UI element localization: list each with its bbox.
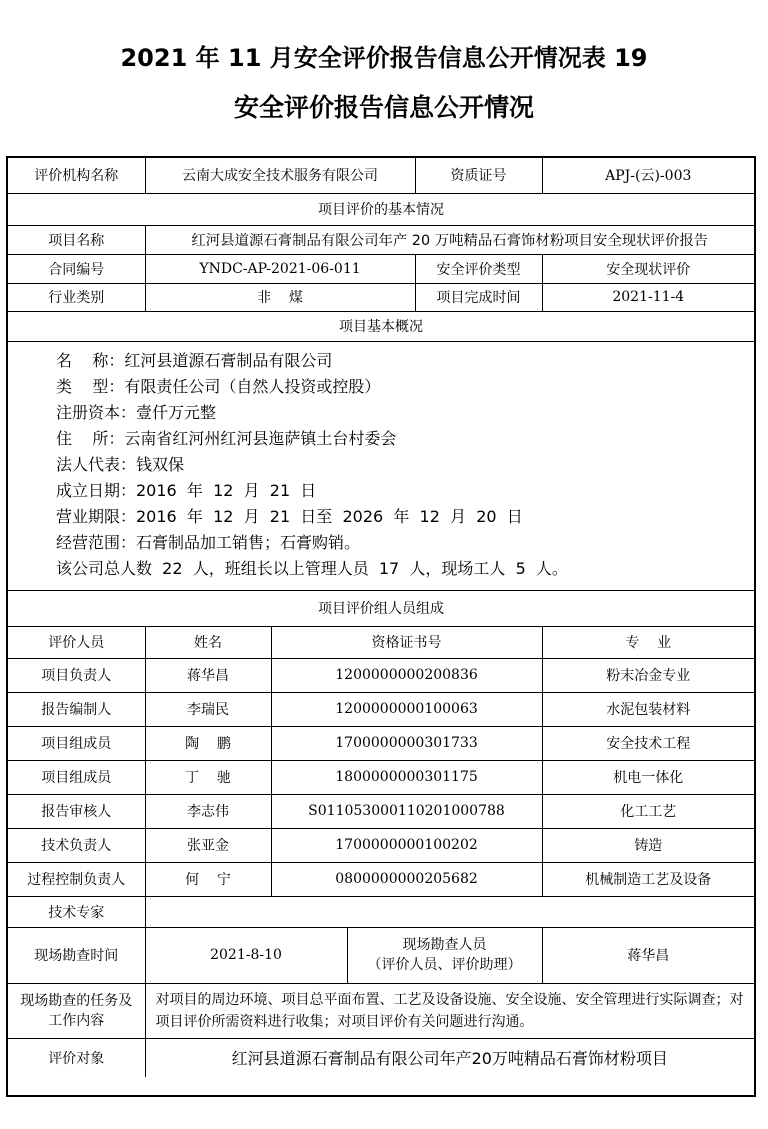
- contract-label: 合同编号: [8, 254, 145, 283]
- completion-label: 项目完成时间: [415, 283, 542, 311]
- document-subtitle: 安全评价报告信息公开情况: [233, 93, 534, 122]
- member-name: 丁 驰: [145, 760, 271, 794]
- overview-line-name: 名 称：红河县道源石膏制品有限公司: [56, 350, 333, 370]
- org-value: 云南大成安全技术服务有限公司: [145, 158, 415, 193]
- team-header-name: 姓名: [145, 626, 271, 658]
- info-table-frame: [6, 156, 756, 1097]
- project-name-label: 项目名称: [8, 225, 145, 254]
- table-row: [8, 862, 754, 896]
- survey-time-value: 2021-8-10: [145, 927, 347, 983]
- document-title: 2021 年 11 月安全评价报告信息公开情况表 19: [120, 44, 648, 72]
- overview-line-legal-rep: 法人代表：钱双保: [56, 454, 185, 474]
- table-row: [8, 828, 754, 862]
- survey-staff-label: [347, 927, 542, 983]
- member-cert: 1200000000200836: [271, 658, 542, 692]
- basic-section-title: 项目评价的基本情况: [8, 193, 754, 225]
- overview-line-staff: 该公司总人数 22 人，班组长以上管理人员 17 人，现场工人 5 人。: [56, 558, 568, 578]
- expert-label: 技术专家: [8, 896, 145, 927]
- survey-staff-label-line1: 现场勘查人员: [402, 937, 487, 953]
- overview-line-founded: 成立日期：2016 年 12 月 21 日: [56, 480, 317, 500]
- member-cert: 0800000000205682: [271, 862, 542, 896]
- team-header-cert: 资格证书号: [271, 626, 542, 658]
- overview-body: [8, 341, 754, 590]
- industry-label: 行业类别: [8, 283, 145, 311]
- member-major: 机电一体化: [542, 760, 754, 794]
- overview-line-address: 住 所：云南省红河州红河县迤萨镇土台村委会: [56, 428, 397, 448]
- overview-line-capital: 注册资本：壹仟万元整: [56, 402, 217, 422]
- overview-line-type: 类 型：有限责任公司（自然人投资或控股）: [56, 376, 381, 396]
- member-major: 安全技术工程: [542, 726, 754, 760]
- survey-time-label: 现场勘查时间: [8, 927, 145, 983]
- member-name: 李瑞民: [145, 692, 271, 726]
- org-label: 评价机构名称: [8, 158, 145, 193]
- target-value: 红河县道源石膏制品有限公司年产20万吨精品石膏饰材粉项目: [145, 1038, 754, 1077]
- member-role: 技术负责人: [8, 828, 145, 862]
- member-major: 机械制造工艺及设备: [542, 862, 754, 896]
- member-major: 铸造: [542, 828, 754, 862]
- survey-staff-value: 蒋华昌: [542, 927, 754, 983]
- member-major: 粉末冶金专业: [542, 658, 754, 692]
- survey-staff-label-line2: （评价人员、评价助理）: [367, 957, 522, 973]
- member-name: 陶 鹏: [145, 726, 271, 760]
- org-row: [8, 158, 754, 193]
- member-name: 何 宁: [145, 862, 271, 896]
- eval-type-label: 安全评价类型: [415, 254, 542, 283]
- cert-label: 资质证号: [415, 158, 542, 193]
- member-cert: 1700000000100202: [271, 828, 542, 862]
- member-role: 过程控制负责人: [8, 862, 145, 896]
- member-name: 张亚金: [145, 828, 271, 862]
- table-row: [8, 726, 754, 760]
- expert-value: [145, 896, 754, 927]
- member-cert: 1700000000301733: [271, 726, 542, 760]
- member-role: 项目组成员: [8, 760, 145, 794]
- survey-task-value: 对项目的周边环境、项目总平面布置、工艺及设备设施、安全设施、安全管理进行实际调查；对项目评价所需资料进行收集；对项目评价有关问题进行沟通。: [145, 983, 754, 1038]
- team-header-role: 评价人员: [8, 626, 145, 658]
- table-row: [8, 658, 754, 692]
- completion-value: 2021-11-4: [542, 283, 754, 311]
- table-row: [8, 692, 754, 726]
- overview-line-scope: 经营范围：石膏制品加工销售；石膏购销。: [56, 532, 361, 552]
- member-role: 项目负责人: [8, 658, 145, 692]
- eval-type-value: 安全现状评价: [542, 254, 754, 283]
- project-name-value: 红河县道源石膏制品有限公司年产 20 万吨精品石膏饰材粉项目安全现状评价报告: [145, 225, 754, 254]
- member-cert: 1200000000100063: [271, 692, 542, 726]
- member-cert: S011053000110201000788: [271, 794, 542, 828]
- member-major: 水泥包装材料: [542, 692, 754, 726]
- team-header-row: [8, 626, 754, 658]
- industry-value: 非 煤: [145, 283, 415, 311]
- target-label: 评价对象: [8, 1038, 145, 1077]
- member-major: 化工工艺: [542, 794, 754, 828]
- member-role: 报告编制人: [8, 692, 145, 726]
- overview-section-title: 项目基本概况: [8, 311, 754, 341]
- cert-value: APJ-(云)-003: [542, 158, 754, 193]
- table-row: [8, 794, 754, 828]
- info-table: [8, 158, 754, 1077]
- team-header-major: 专 业: [542, 626, 754, 658]
- member-cert: 1800000000301175: [271, 760, 542, 794]
- member-name: 蒋华昌: [145, 658, 271, 692]
- overview-line-term: 营业期限：2016 年 12 月 21 日至 2026 年 12 月 20 日: [56, 506, 523, 526]
- survey-task-label: 现场勘查的任务及工作内容: [8, 983, 145, 1038]
- member-role: 报告审核人: [8, 794, 145, 828]
- table-row: [8, 760, 754, 794]
- team-section-title: 项目评价组人员组成: [8, 590, 754, 626]
- contract-value: YNDC-AP-2021-06-011: [145, 254, 415, 283]
- member-role: 项目组成员: [8, 726, 145, 760]
- member-name: 李志伟: [145, 794, 271, 828]
